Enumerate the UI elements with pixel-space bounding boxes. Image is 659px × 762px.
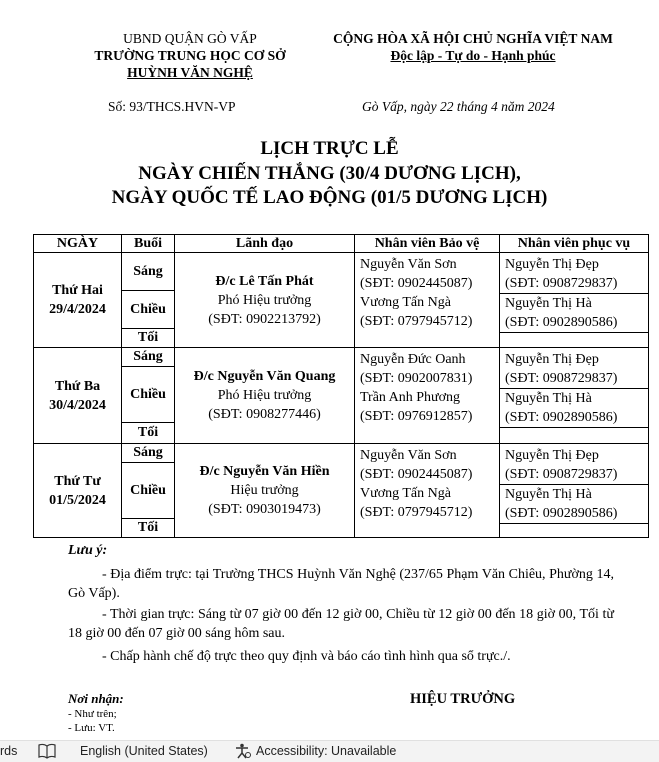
place-date: Gò Vấp, ngày 22 tháng 4 năm 2024 [362, 99, 555, 114]
security-name: Vương Tấn Ngà [360, 295, 451, 310]
security-name: Vương Tấn Ngà [360, 486, 451, 501]
day-cell [34, 348, 122, 444]
header-security: Nhân viên Bảo vệ [355, 235, 500, 253]
day-cell [34, 253, 122, 348]
security-phone: (SĐT: 0902007831) [360, 371, 473, 386]
note-time: - Thời gian trực: Sáng từ 07 giờ 00 đến 12 giờ 00, Chiều từ 12 giờ 00 đến 18 giờ 00, Tối từ 18 giờ 00 đến 07 giờ 00 sáng hôm sau. [68, 607, 614, 641]
leader-role: Phó Hiệu trưởng [217, 292, 312, 308]
table-row [34, 348, 649, 367]
leader-phone: (SĐT: 0908277446) [208, 407, 321, 422]
document-number: Số: 93/THCS.HVN-VP [108, 99, 236, 114]
service-phone: (SĐT: 0902890586) [500, 504, 648, 524]
session-morning: Sáng [122, 253, 175, 291]
session-afternoon: Chiều [122, 291, 175, 329]
service-phone: (SĐT: 0908729837) [500, 369, 648, 389]
nation-header [318, 30, 628, 64]
day-name: Thứ Tư [54, 473, 101, 489]
notes-heading: Lưu ý: [68, 543, 108, 558]
header-session: Buổi [122, 235, 175, 253]
security-phone: (SĐT: 0797945712) [360, 505, 473, 520]
table-header-row [34, 235, 649, 253]
header-service: Nhân viên phục vụ [500, 235, 649, 253]
header-leader: Lãnh đạo [175, 235, 355, 253]
table-row [34, 253, 649, 291]
service-name: Nguyễn Thị Hà [505, 487, 592, 502]
table-row [34, 444, 649, 463]
service-phone: (SĐT: 0908729837) [500, 465, 648, 485]
leader-name: Đ/c Nguyễn Văn Quang [193, 369, 336, 384]
day-date: 30/4/2024 [49, 397, 106, 413]
security-name: Nguyễn Văn Sơn [360, 448, 457, 463]
day-cell [34, 444, 122, 538]
service-cell [500, 444, 649, 538]
session-night: Tối [122, 423, 175, 444]
service-phone: (SĐT: 0908729837) [500, 274, 648, 294]
recipients-heading: Nơi nhận: [68, 691, 124, 706]
session-morning: Sáng [122, 348, 175, 367]
signature-title: HIỆU TRƯỞNG [410, 691, 516, 707]
leader-role: Hiệu trưởng [230, 483, 299, 498]
security-cell [355, 444, 500, 538]
duty-schedule-table [33, 234, 649, 538]
day-date: 01/5/2024 [49, 492, 106, 508]
status-bar [0, 740, 659, 762]
accessibility-status[interactable]: Accessibility: Unavailable [256, 744, 397, 758]
word-count[interactable]: rds [0, 744, 18, 758]
leader-phone: (SĐT: 0902213792) [208, 311, 321, 327]
session-morning: Sáng [122, 444, 175, 463]
session-night: Tối [122, 519, 175, 538]
security-phone: (SĐT: 0976912857) [360, 409, 473, 424]
org-header [40, 30, 340, 81]
org-line-school-name: HUỲNH VĂN NGHỆ [127, 65, 253, 80]
leader-role: Phó Hiệu trưởng [217, 388, 312, 403]
nation-title: CỘNG HÒA XÃ HỘI CHỦ NGHĨA VIỆT NAM [333, 31, 613, 46]
leader-name: Đ/c Lê Tấn Phát [215, 273, 314, 289]
note-location: - Địa điểm trực: tại Trường THCS Huỳnh Văn Nghệ (237/65 Phạm Văn Chiêu, Phường 14, Gò Vấp). [68, 567, 614, 601]
note-compliance: - Chấp hành chế độ trực theo quy định và báo cáo tình hình qua sổ trực./. [102, 649, 511, 664]
security-cell [355, 348, 500, 444]
leader-cell [175, 253, 355, 348]
title-line-2: NGÀY CHIẾN THẮNG (30/4 DƯƠNG LỊCH), [138, 163, 521, 184]
security-phone: (SĐT: 0797945712) [360, 314, 473, 329]
session-afternoon: Chiều [122, 463, 175, 519]
book-icon[interactable] [38, 743, 56, 762]
security-cell [355, 253, 500, 348]
service-phone: (SĐT: 0902890586) [500, 313, 648, 333]
security-phone: (SĐT: 0902445087) [360, 467, 473, 482]
language-indicator[interactable]: English (United States) [80, 744, 208, 758]
org-line-district: UBND QUẬN GÒ VẤP [123, 31, 257, 46]
service-name: Nguyễn Thị Hà [505, 391, 592, 406]
security-name: Nguyễn Đức Oanh [360, 352, 466, 367]
nation-motto: Độc lập - Tự do - Hạnh phúc [390, 48, 556, 63]
leader-cell [175, 348, 355, 444]
session-night: Tối [122, 329, 175, 348]
day-name: Thứ Ba [54, 378, 101, 394]
org-line-school: TRƯỜNG TRUNG HỌC CƠ SỞ [94, 48, 286, 63]
leader-name: Đ/c Nguyễn Văn Hiền [199, 464, 330, 479]
recipient-item: - Như trên; [68, 708, 117, 720]
recipient-item: - Lưu: VT. [68, 722, 115, 734]
service-cell [500, 253, 649, 348]
service-name: Nguyễn Thị Đẹp [505, 352, 599, 367]
security-name: Trần Anh Phương [360, 390, 461, 405]
title-line-1: LỊCH TRỰC LỄ [260, 138, 399, 159]
accessibility-icon[interactable] [234, 743, 252, 762]
service-name: Nguyễn Thị Đẹp [505, 448, 599, 463]
leader-cell [175, 444, 355, 538]
leader-phone: (SĐT: 0903019473) [208, 502, 321, 517]
service-name: Nguyễn Thị Đẹp [505, 257, 599, 272]
day-name: Thứ Hai [52, 283, 103, 298]
service-name: Nguyễn Thị Hà [505, 296, 592, 311]
service-phone: (SĐT: 0902890586) [500, 408, 648, 428]
header-day: NGÀY [34, 235, 122, 253]
service-cell [500, 348, 649, 444]
day-date: 29/4/2024 [49, 302, 106, 317]
title-line-3: NGÀY QUỐC TẾ LAO ĐỘNG (01/5 DƯƠNG LỊCH) [111, 187, 548, 208]
security-name: Nguyễn Văn Sơn [360, 257, 457, 272]
session-afternoon: Chiều [122, 367, 175, 423]
security-phone: (SĐT: 0902445087) [360, 276, 473, 291]
